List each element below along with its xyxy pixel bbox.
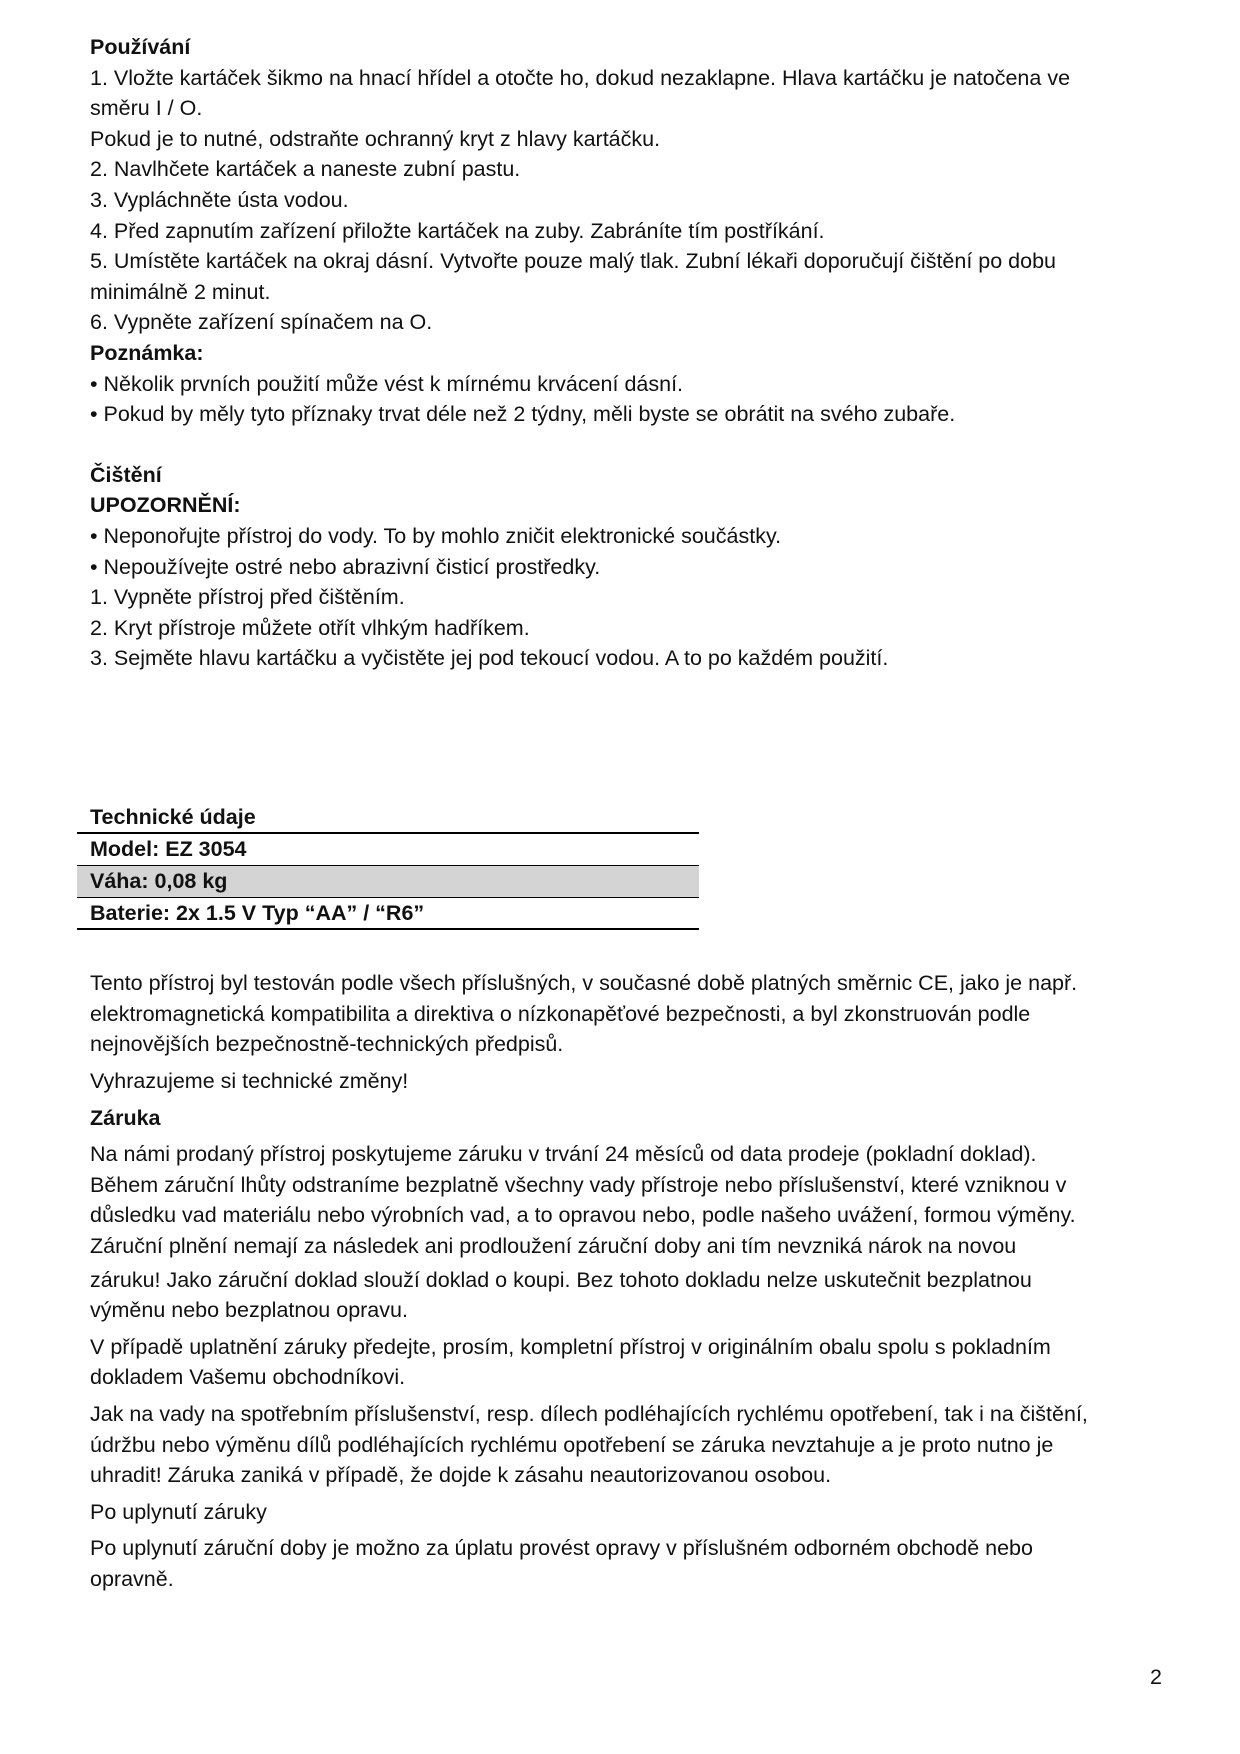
usage-line: minimálně 2 minut. xyxy=(90,279,271,304)
usage-line: 5. Umístěte kartáček na okraj dásní. Vytvořte pouze malý tlak. Zubní lékaři doporučují čištění po dobu xyxy=(90,249,1056,274)
warranty-paragraph-2 xyxy=(90,1265,1170,1326)
warning-heading: UPOZORNĚNÍ: xyxy=(90,493,241,518)
cleaning-line: 2. Kryt přístroje můžete otřít vlhkým hadříkem. xyxy=(90,615,530,640)
technical-model: Model: EZ 3054 xyxy=(77,833,699,865)
note-line: • Několik prvních použití může vést k mírnému krvácení dásní. xyxy=(90,371,684,396)
cleaning-line: 3. Sejměte hlavu kartáčku a vyčistěte jej pod tekoucí vodou. A to po každém použití. xyxy=(90,646,889,671)
cleaning-line: 1. Vypněte přístroj před čištěním. xyxy=(90,585,405,610)
warranty-line: V případě uplatnění záruky předejte, prosím, kompletní přístroj v originálním obalu spolu s pokladním xyxy=(90,1334,1051,1359)
usage-line: 1. Vložte kartáček šikmo na hnací hřídel a otočte ho, dokud nezaklapne. Hlava kartáčku je natočena ve xyxy=(90,65,1071,90)
warranty-heading: Záruka xyxy=(90,1105,161,1130)
usage-line: 3. Vypláchněte ústa vodou. xyxy=(90,187,349,212)
technical-weight: Váha: 0,08 kg xyxy=(77,866,699,898)
warranty-paragraph-5 xyxy=(90,1533,1170,1594)
warranty-line: Na námi prodaný přístroj poskytujeme záruku v trvání 24 měsíců od data prodeje (pokladní doklad). xyxy=(90,1142,1037,1167)
document-page xyxy=(90,32,1170,1595)
note-line: • Pokud by měly tyto příznaky trvat déle než 2 týdny, měli byste se obrátit na svého zubaře. xyxy=(90,402,956,427)
usage-line: Pokud je to nutné, odstraňte ochranný kryt z hlavy kartáčku. xyxy=(90,126,661,151)
compliance-line: Tento přístroj byl testován podle všech příslušných, v současné době platných směrnic CE, jako je např. xyxy=(90,971,1078,996)
warranty-line: Během záruční lhůty odstraníme bezplatně všechny vady přístroje nebo příslušenství, které vzniknou v xyxy=(90,1172,1067,1197)
warranty-line: údržbu nebo výměnu dílů podléhajících rychlému opotřebení se záruka nevztahuje a je proto nutno je xyxy=(90,1432,1054,1457)
technical-data-table xyxy=(77,802,699,930)
usage-line: 4. Před zapnutím zařízení přiložte kartáček na zuby. Zabráníte tím postříkání. xyxy=(90,218,825,243)
technical-heading: Technické údaje xyxy=(77,802,699,834)
technical-battery: Baterie: 2x 1.5 V Typ “AA” / “R6” xyxy=(77,897,699,929)
warranty-paragraph-4 xyxy=(90,1399,1170,1491)
warranty-line: opravně. xyxy=(90,1566,174,1591)
compliance-line: nejnovějších bezpečnostně-technických předpisů. xyxy=(90,1032,564,1057)
usage-line: směru I / O. xyxy=(90,96,203,121)
page-number: 2 xyxy=(1150,1665,1162,1689)
cleaning-heading: Čištění xyxy=(90,462,162,487)
warranty-line: záruku! Jako záruční doklad slouží doklad o koupi. Bez tohoto dokladu nelze uskutečnit bezplatnou xyxy=(90,1267,1032,1292)
warranty-line: Jak na vady na spotřebním příslušenství, resp. dílech podléhajících rychlému opotřebení, tak i na čištění, xyxy=(90,1401,1088,1426)
reserve-note: Vyhrazujeme si technické změny! xyxy=(90,1069,409,1094)
warranty-line: uhradit! Záruka zaniká v případě, že dojde k zásahu neautorizovanou osobou. xyxy=(90,1463,832,1488)
warranty-line: důsledku vad materiálu nebo výrobních vad, a to opravou nebo, podle našeho uvážení, formou výměny. xyxy=(90,1203,1076,1228)
warranty-paragraph-3 xyxy=(90,1332,1170,1393)
compliance-line: elektromagnetická kompatibilita a direktiva o nízkonapěťové bezpečnosti, a byl zkonstruován podle xyxy=(90,1001,1031,1026)
note-heading: Poznámka: xyxy=(90,340,204,365)
usage-line: 2. Navlhčete kartáček a naneste zubní pastu. xyxy=(90,157,521,182)
cleaning-line: • Nepoužívejte ostré nebo abrazivní čisticí prostředky. xyxy=(90,554,601,579)
usage-line: 6. Vypněte zařízení spínačem na O. xyxy=(90,310,433,335)
warranty-line: Záruční plnění nemají za následek ani prodloužení záruční doby ani tím nevzniká nárok na novou xyxy=(90,1234,1017,1258)
cleaning-line: • Neponořujte přístroj do vody. To by mohlo zničit elektronické součástky. xyxy=(90,523,782,548)
usage-heading: Používání xyxy=(90,35,191,59)
warranty-line: Po uplynutí záruční doby je možno za úplatu provést opravy v příslušném odborném obchodě nebo xyxy=(90,1536,1033,1561)
after-warranty-heading: Po uplynutí záruky xyxy=(90,1499,267,1524)
warranty-paragraph-1 xyxy=(90,1139,1170,1261)
warranty-line: dokladem Vašemu obchodníkovi. xyxy=(90,1365,406,1390)
warranty-line: výměnu nebo bezplatnou opravu. xyxy=(90,1298,408,1323)
